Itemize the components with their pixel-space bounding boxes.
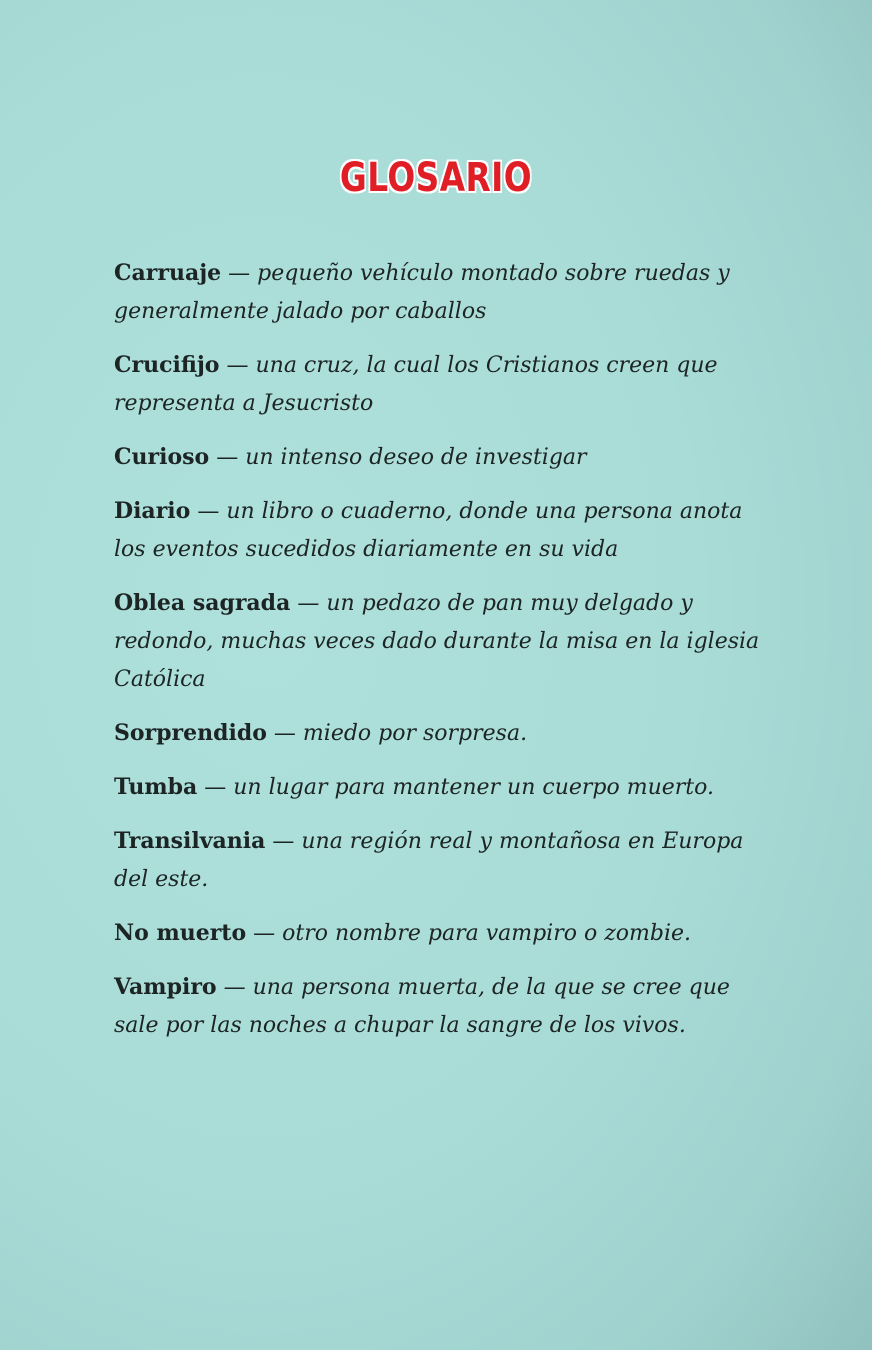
glossary-entry — [114, 768, 764, 807]
glossary-entry — [114, 438, 764, 477]
page-title: GLOSARIO — [339, 155, 533, 201]
separator: — — [253, 921, 276, 946]
glossary-entry — [114, 492, 764, 569]
separator: — — [223, 975, 246, 1000]
glossary-term: Sorprendido — [114, 720, 267, 746]
glossary-term: Tumba — [114, 774, 198, 800]
glossary-term: Transilvania — [114, 828, 266, 854]
separator: — — [228, 261, 251, 286]
glossary-entry — [114, 714, 764, 753]
glossary-definition: miedo por sorpresa. — [302, 721, 528, 746]
separator: — — [204, 775, 227, 800]
glossary-term: Oblea sagrada — [114, 590, 291, 616]
glossary-definition: un libro o cuaderno, donde una persona anota los eventos sucedidos diariamente en su vida — [114, 499, 743, 562]
glossary-entry — [114, 346, 764, 423]
glossary-definition: pequeño vehículo montado sobre ruedas y generalmente jalado por caballos — [114, 261, 730, 324]
glossary-entry — [114, 914, 764, 953]
glossary-list — [114, 254, 764, 1060]
glossary-definition: un lugar para mantener un cuerpo muerto. — [233, 775, 714, 800]
glossary-term: Carruaje — [114, 260, 222, 286]
separator: — — [272, 829, 295, 854]
separator: — — [216, 445, 239, 470]
glossary-term: No muerto — [114, 920, 247, 946]
glossary-definition: una persona muerta, de la que se cree que sale por las noches a chupar la sangre de los vivos. — [114, 975, 730, 1038]
glossary-definition: una cruz, la cual los Cristianos creen que representa a Jesucristo — [114, 353, 718, 416]
separator: — — [273, 721, 296, 746]
glossary-definition: un intenso deseo de investigar — [245, 445, 587, 470]
separator: — — [197, 499, 220, 524]
glossary-term: Crucifijo — [114, 352, 220, 378]
glossary-entry — [114, 254, 764, 331]
glossary-term: Vampiro — [114, 974, 217, 1000]
glossary-entry — [114, 968, 764, 1045]
separator: — — [297, 591, 320, 616]
glossary-definition: otro nombre para vampiro o zombie. — [282, 921, 692, 946]
glossary-definition: un pedazo de pan muy delgado y redondo, muchas veces dado durante la misa en la iglesia Católica — [114, 591, 760, 692]
glossary-term: Curioso — [114, 444, 210, 470]
glossary-definition: una región real y montañosa en Europa del este. — [114, 829, 744, 892]
separator: — — [226, 353, 249, 378]
glossary-entry — [114, 822, 764, 899]
glossary-entry — [114, 584, 764, 699]
glossary-term: Diario — [114, 498, 191, 524]
